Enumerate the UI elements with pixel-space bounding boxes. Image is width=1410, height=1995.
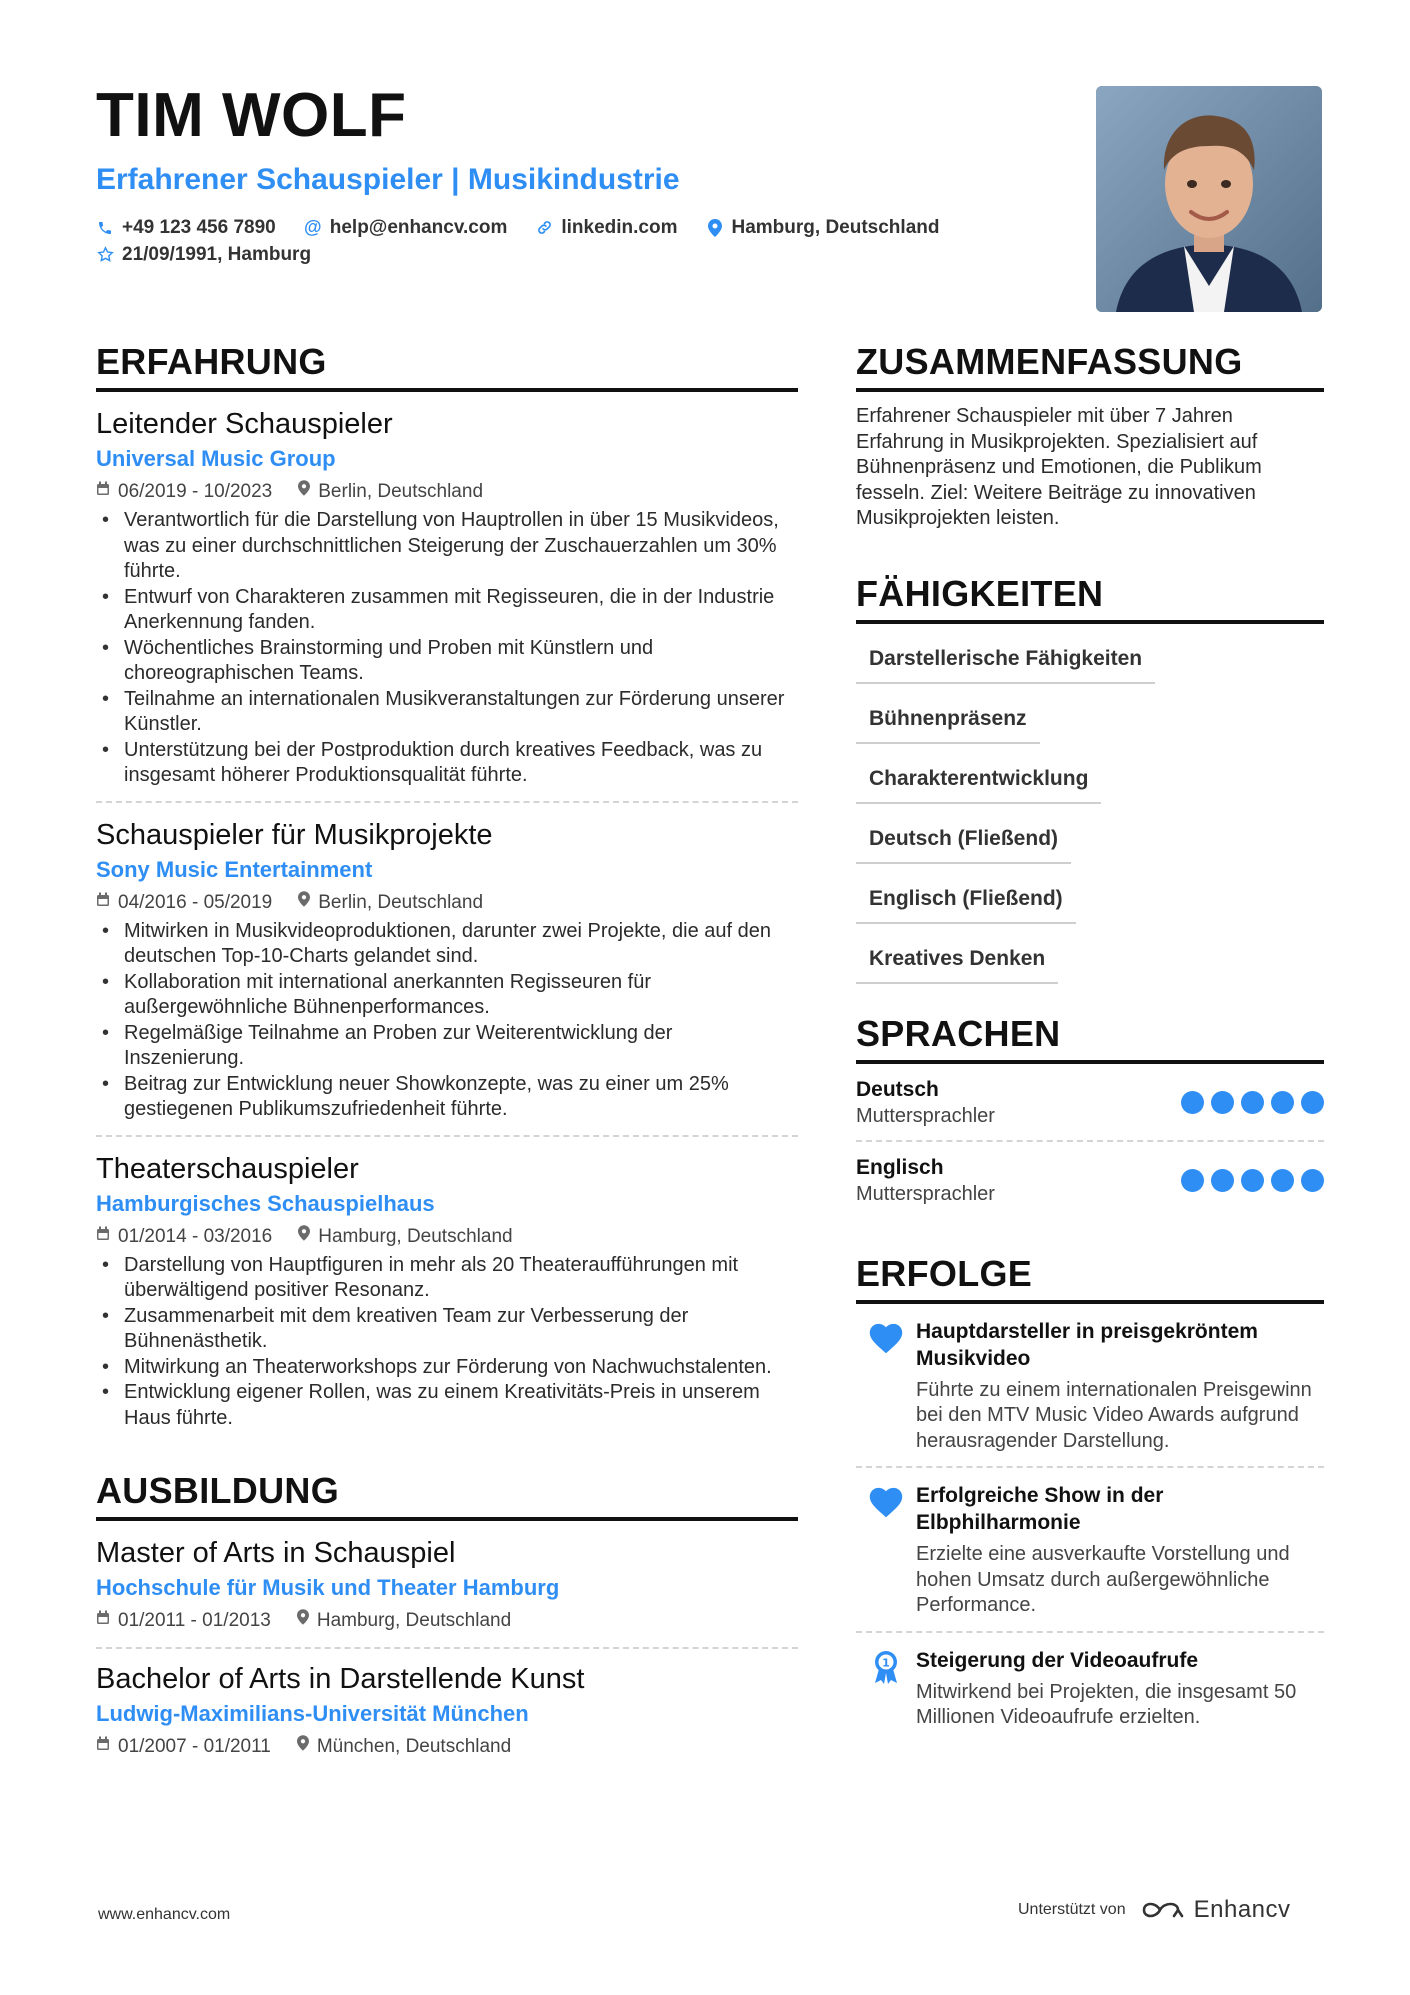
school: Ludwig-Maximilians-Universität München: [96, 1701, 529, 1726]
location-pin-icon: [298, 889, 310, 917]
language-rating: [1174, 1169, 1324, 1192]
bullet-item: • Mitwirken in Musikvideoproduktionen, darunter zwei Projekte, die auf den deutschen Top-10-Charts gelandet sind.: [96, 919, 798, 970]
calendar-icon: [96, 889, 110, 917]
rating-dot: [1301, 1091, 1324, 1114]
footer-branding: [1018, 1896, 1291, 1924]
contact-linkedin-text: linkedin.com: [561, 217, 678, 238]
language-name: Englisch: [856, 1155, 944, 1179]
rating-dot: [1271, 1169, 1294, 1192]
resume-header: [96, 80, 1056, 268]
language-row: [856, 1142, 1324, 1218]
location-pin-icon: [706, 219, 724, 237]
link-icon: [535, 219, 553, 236]
right-column: [856, 340, 1324, 1743]
location-pin-icon: [297, 1733, 309, 1761]
contact-location-text: Hamburg, Deutschland: [731, 217, 940, 238]
education-dates: 01/2011 - 01/2013: [118, 1610, 271, 1631]
education-heading: AUSBILDUNG: [96, 1469, 798, 1521]
summary-text: Erfahrener Schauspieler mit über 7 Jahren Erfahrung in Musikprojekten. Spezialisiert auf Bühnenpräsenz und Emotionen, die Publikum fesseln. Ziel: Weitere Beiträge zu innovativen Musikprojekten leisten.: [856, 405, 1262, 529]
job-role: Theaterschauspieler: [96, 1152, 359, 1185]
bullet-item: • Teilnahme an internationalen Musikveranstaltungen zur Förderung unserer Künstler.: [96, 687, 798, 738]
powered-by-label: Unterstützt von: [1018, 1901, 1126, 1918]
achievement-title: Steigerung der Videoaufrufe: [916, 1648, 1198, 1672]
brand-name: Enhancv: [1193, 1896, 1291, 1923]
skill-tag: Darstellerische Fähigkeiten: [856, 640, 1155, 684]
contact-phone[interactable]: [96, 214, 276, 241]
rating-dot: [1181, 1169, 1204, 1192]
calendar-icon: [96, 1607, 110, 1635]
bullet-item: • Zusammenarbeit mit dem kreativen Team zur Verbesserung der Bühnenästhetik.: [96, 1304, 798, 1355]
experience-heading: ERFAHRUNG: [96, 340, 798, 392]
contact-birth: [96, 241, 311, 268]
job-company: Sony Music Entertainment: [96, 856, 373, 882]
contact-linkedin[interactable]: [535, 214, 677, 241]
job-dates: 04/2016 - 05/2019: [118, 891, 273, 913]
location-pin-icon: [298, 1223, 310, 1251]
bullet-item: • Wöchentliches Brainstorming und Proben mit Künstlern und choreographischen Teams.: [96, 636, 798, 687]
job-company: Universal Music Group: [96, 446, 336, 471]
bullet-item: • Regelmäßige Teilnahme an Proben zur Weiterentwicklung der Inszenierung.: [96, 1021, 798, 1072]
skills-heading: FÄHIGKEITEN: [856, 572, 1324, 624]
job-location: Berlin, Deutschland: [318, 481, 484, 502]
location-pin-icon: [298, 478, 310, 506]
language-name: Deutsch: [856, 1077, 939, 1101]
language-row: [856, 1064, 1324, 1142]
calendar-icon: [96, 1223, 110, 1251]
job-bullets: [96, 1253, 798, 1432]
footer-website[interactable]: www.enhancv.com: [98, 1906, 231, 1923]
calendar-icon: [96, 1733, 110, 1761]
contact-birth-text: 21/09/1991, Hamburg: [122, 244, 312, 265]
profile-photo: [1096, 86, 1322, 312]
rating-dot: [1211, 1169, 1234, 1192]
rating-dot: [1241, 1169, 1264, 1192]
education-dates: 01/2007 - 01/2011: [118, 1736, 271, 1757]
achievement-item: [856, 1468, 1324, 1633]
skill-tag: Kreatives Denken: [856, 940, 1058, 984]
skill-tag: Bühnenpräsenz: [856, 700, 1040, 744]
heart-icon: [856, 1482, 916, 1619]
star-icon: [96, 246, 114, 263]
achievement-desc: Führte zu einem internationalen Preisgewinn bei den MTV Music Video Awards aufgrund herausragender Darstellung.: [916, 1378, 1312, 1452]
experience-entry: [96, 1137, 798, 1444]
calendar-icon: [96, 478, 110, 506]
experience-entry: [96, 803, 798, 1137]
bullet-item: • Entwurf von Charakteren zusammen mit Regisseuren, die in der Industrie Anerkennung fanden.: [96, 585, 798, 636]
heart-icon: [856, 1318, 916, 1455]
job-meta: [96, 478, 798, 506]
education-location: Hamburg, Deutschland: [316, 1610, 512, 1631]
experience-entry: [96, 392, 798, 803]
at-icon: @: [303, 217, 322, 237]
rating-dot: [1301, 1169, 1324, 1192]
bullet-item: • Verantwortlich für die Darstellung von Hauptrollen in über 15 Musikvideos, was zu einer durchschnittlichen Steigerung der Zuschauerzahlen um 30% führte.: [96, 508, 798, 585]
location-pin-icon: [297, 1607, 309, 1635]
education-entry: [96, 1521, 798, 1649]
job-location: Hamburg, Deutschland: [318, 1225, 513, 1247]
job-meta: [96, 889, 798, 917]
contact-phone-text: +49 123 456 7890: [122, 217, 276, 238]
job-company: Hamburgisches Schauspielhaus: [96, 1190, 435, 1216]
languages-heading: SPRACHEN: [856, 1012, 1324, 1064]
phone-icon: [96, 220, 114, 236]
bullet-item: • Mitwirkung an Theaterworkshops zur Förderung von Nachwuchstalenten.: [96, 1355, 798, 1381]
job-dates: 01/2014 - 03/2016: [118, 1225, 273, 1247]
contact-list: [96, 214, 1056, 268]
job-bullets: [96, 508, 798, 789]
achievement-item: [856, 1304, 1324, 1469]
enhancv-logo-icon: [1138, 1899, 1184, 1921]
language-rating: [1174, 1091, 1324, 1114]
achievement-title: Hauptdarsteller in preisgekröntem Musikvideo: [916, 1319, 1258, 1370]
degree: Bachelor of Arts in Darstellende Kunst: [96, 1663, 585, 1695]
education-entry: [96, 1649, 798, 1773]
bullet-item: • Darstellung von Hauptfiguren in mehr als 20 Theateraufführungen mit überwältigend positiver Resonanz.: [96, 1253, 798, 1304]
job-location: Berlin, Deutschland: [318, 891, 484, 913]
candidate-title: Erfahrener Schauspieler | Musikindustrie: [96, 163, 680, 196]
award-ribbon-icon: [856, 1647, 916, 1731]
achievements-heading: ERFOLGE: [856, 1252, 1324, 1304]
bullet-item: • Unterstützung bei der Postproduktion durch kreatives Feedback, was zu insgesamt höherer Produktionsqualität führte.: [96, 738, 798, 789]
summary-heading: ZUSAMMENFASSUNG: [856, 340, 1324, 392]
left-column: [96, 340, 798, 1773]
candidate-name: TIM WOLF: [96, 81, 407, 150]
skill-tag: Charakterentwicklung: [856, 760, 1101, 804]
achievement-item: [856, 1633, 1324, 1743]
school: Hochschule für Musik und Theater Hamburg: [96, 1575, 560, 1600]
achievement-desc: Mitwirkend bei Projekten, die insgesamt 50 Millionen Videoaufrufe erzielten.: [916, 1680, 1297, 1728]
bullet-item: • Kollaboration mit international anerkannten Regisseuren für außergewöhnliche Bühnenperformances.: [96, 970, 798, 1021]
skill-tag: Deutsch (Fließend): [856, 820, 1071, 864]
svg-text:1: 1: [882, 1656, 890, 1669]
education-meta: [96, 1607, 798, 1635]
bullet-item: • Beitrag zur Entwicklung neuer Showkonzepte, was zu einer um 25% gestiegenen Publikumszufriedenheit führte.: [96, 1072, 798, 1123]
degree: Master of Arts in Schauspiel: [96, 1537, 456, 1569]
job-dates: 06/2019 - 10/2023: [118, 481, 273, 502]
achievement-title: Erfolgreiche Show in der Elbphilharmonie: [916, 1484, 1164, 1534]
job-role: Schauspieler für Musikprojekte: [96, 818, 493, 851]
rating-dot: [1271, 1091, 1294, 1114]
contact-location: [706, 214, 940, 241]
job-bullets: [96, 919, 798, 1123]
rating-dot: [1181, 1091, 1204, 1114]
bullet-item: • Entwicklung eigener Rollen, was zu einem Kreativitäts-Preis in unserem Haus führte.: [96, 1380, 798, 1431]
rating-dot: [1241, 1091, 1264, 1114]
rating-dot: [1211, 1091, 1234, 1114]
job-meta: [96, 1223, 798, 1251]
language-level: Muttersprachler: [856, 1104, 995, 1127]
contact-email[interactable]: [304, 214, 508, 241]
skills-list: [856, 640, 1324, 1000]
contact-email-text: help@enhancv.com: [329, 217, 508, 238]
skill-tag: Englisch (Fließend): [856, 880, 1076, 924]
education-location: München, Deutschland: [316, 1736, 512, 1757]
achievement-desc: Erzielte eine ausverkaufte Vorstellung und hohen Umsatz durch außergewöhnliche Performance.: [916, 1543, 1290, 1616]
job-role: Leitender Schauspieler: [96, 408, 393, 440]
language-level: Muttersprachler: [856, 1182, 995, 1205]
education-meta: [96, 1733, 798, 1761]
